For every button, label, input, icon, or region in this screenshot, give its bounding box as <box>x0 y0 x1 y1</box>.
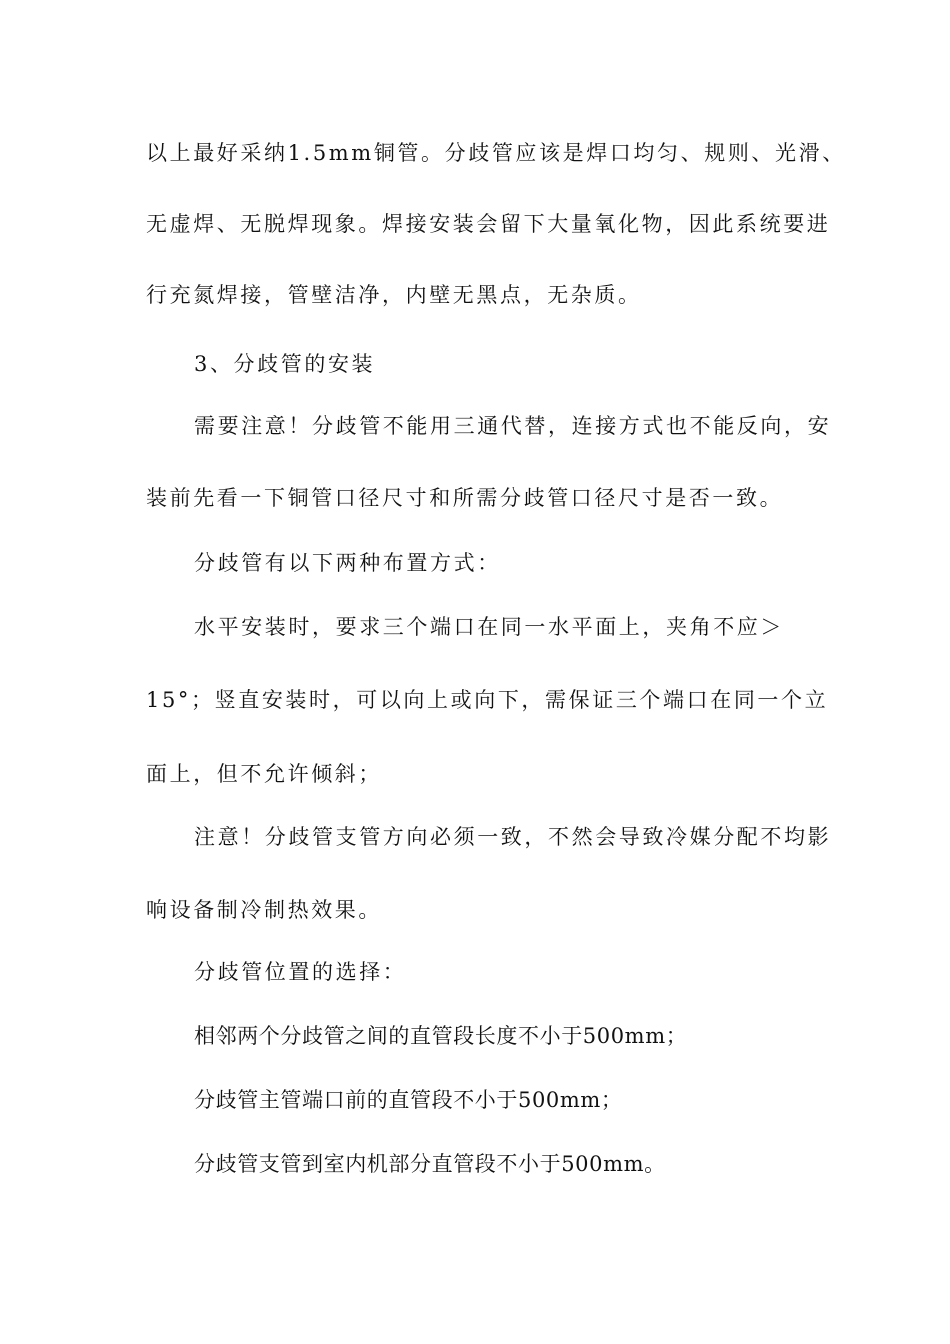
paragraph-line: 分歧管位置的选择： <box>194 960 407 984</box>
paragraph-line: 无虚焊、无脱焊现象。焊接安装会留下大量氧化物，因此系统要进 <box>146 212 831 236</box>
paragraph-line: 分歧管有以下两种布置方式： <box>194 551 501 575</box>
section-heading: 3、分歧管的安装 <box>194 352 376 376</box>
paragraph-line: 需要注意！分歧管不能用三通代替，连接方式也不能反向，安 <box>194 414 832 438</box>
paragraph-line: 装前先看一下铜管口径尺寸和所需分歧管口径尺寸是否一致。 <box>146 486 784 510</box>
list-item: 分歧管支管到室内机部分直管段不小于500mm。 <box>194 1152 666 1176</box>
paragraph-line: 水平安装时，要求三个端口在同一水平面上，夹角不应＞ <box>194 615 784 639</box>
paragraph-line: 15°；竖直安装时，可以向上或向下，需保证三个端口在同一个立 <box>146 688 829 712</box>
paragraph-line: 以上最好采纳1.5mm铜管。分歧管应该是焊口均匀、规则、光滑、 <box>146 141 846 165</box>
list-item: 分歧管主管端口前的直管段不小于500mm； <box>194 1088 623 1112</box>
paragraph-line: 注意！分歧管支管方向必须一致，不然会导致冷媒分配不均影 <box>194 825 832 849</box>
paragraph-line: 行充氮焊接，管壁洁净，内壁无黑点，无杂质。 <box>146 283 642 307</box>
paragraph-line: 面上，但不允许倾斜； <box>146 762 382 786</box>
paragraph-line: 响设备制冷制热效果。 <box>146 898 382 922</box>
list-item: 相邻两个分歧管之间的直管段长度不小于500mm； <box>194 1024 688 1048</box>
